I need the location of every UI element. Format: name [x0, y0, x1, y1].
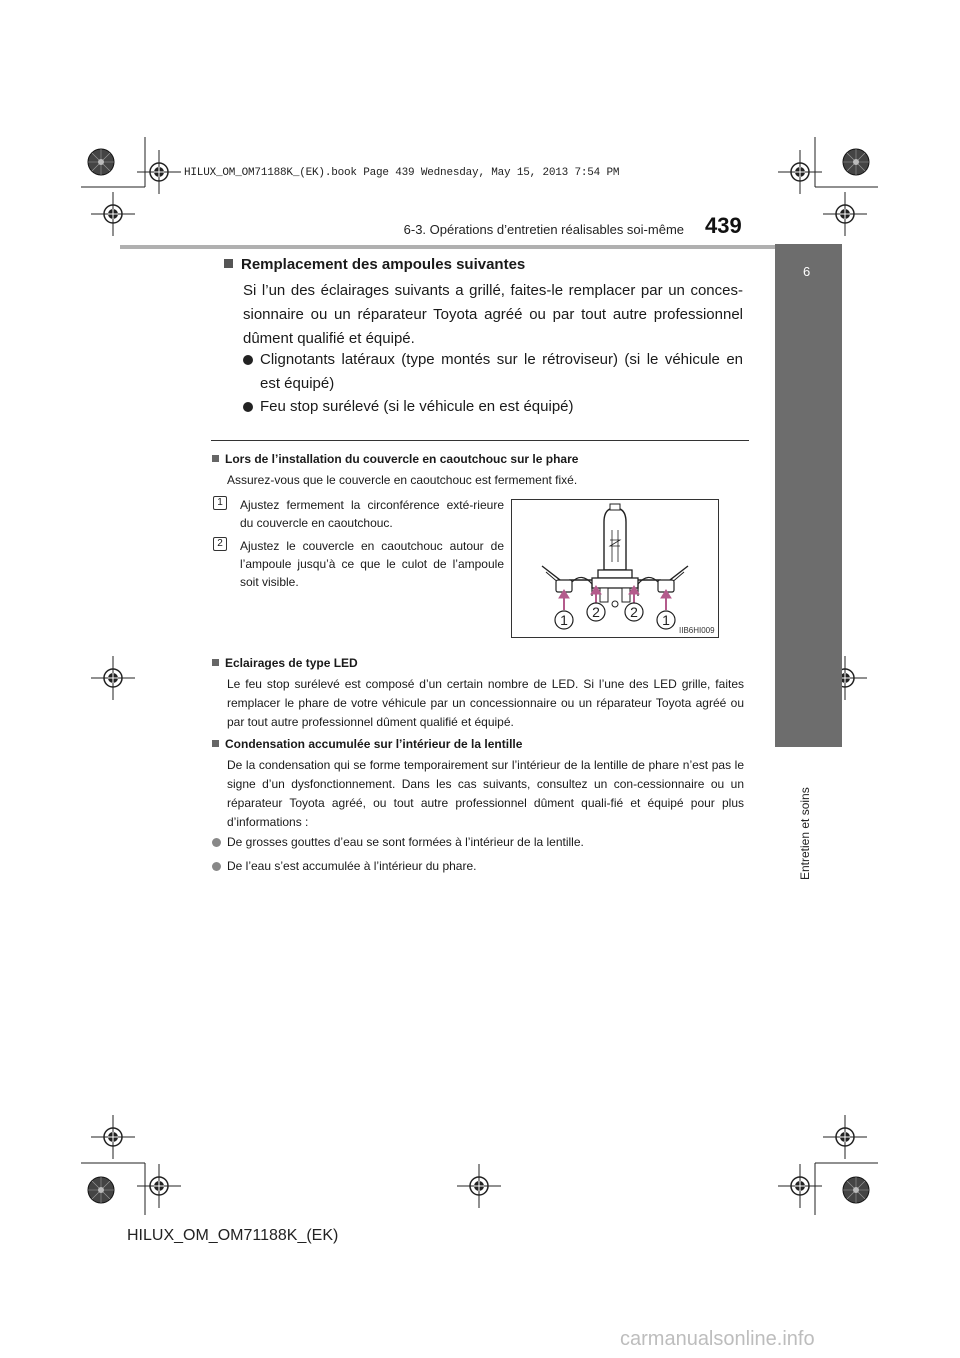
round-bullet-icon: [243, 355, 253, 365]
section-rule: [211, 440, 749, 441]
note-text: Le feu stop surélevé est composé d’un certain nombre de LED. Si l’une des LED grille, faites remplacer le phare de votre véhicule par un concessionnaire ou un réparateur Toyota agréé ou par tout autre professionnel dûment qualifié et équipé.: [227, 677, 744, 729]
note-heading-text: Lors de l’installation du couvercle en caoutchouc sur le phare: [225, 452, 579, 466]
step-number: 2: [213, 537, 227, 551]
figure-code: IIB6HI009: [679, 626, 715, 635]
section-header: 6-3. Opérations d’entretien réalisables soi-même: [403, 222, 684, 237]
square-bullet-icon: [224, 259, 233, 268]
watermark: carmanualsonline.info: [620, 1328, 815, 1350]
footer-code: HILUX_OM_OM71188K_(EK): [127, 1227, 339, 1244]
note-heading: [212, 452, 578, 466]
round-bullet-icon: [212, 838, 221, 847]
note-text: De la condensation qui se forme temporairement sur l’intérieur de la lentille de phare n’est pas le signe d’un dysfonctionnement. Dans les cas suivants, consultez un con-cessionnaire ou un réparateur Toyota agréé, ou tout autre professionnel dûment quali-fié et équipé pour plus d’informations :: [227, 758, 744, 829]
note-bullet: [212, 857, 742, 876]
figure-callout: 2: [592, 604, 600, 620]
figure-callout: 2: [630, 604, 638, 620]
note-bullet-text: De grosses gouttes d’eau se sont formées à l’intérieur de la lentille.: [227, 835, 584, 849]
main-heading-text: Remplacement des ampoules suivantes: [241, 256, 526, 273]
bulb-illustration: [512, 500, 718, 637]
square-bullet-icon: [212, 455, 219, 462]
note-bullet-text: De l’eau s’est accumulée à l’intérieur du phare.: [227, 859, 477, 873]
round-bullet-icon: [243, 402, 253, 412]
chapter-tab: [775, 244, 842, 747]
main-bullet-text: Clignotants latéraux (type montés sur le rétroviseur) (si le véhicule en est équipé): [260, 351, 743, 392]
note-heading: [212, 656, 358, 670]
figure-callout: 1: [662, 612, 670, 628]
note-heading: [212, 737, 522, 751]
book-stamp: HILUX_OM_OM71188K_(EK).book Page 439 Wednesday, May 15, 2013 7:54 PM: [184, 167, 620, 179]
header-rule: [120, 245, 840, 249]
chapter-label-text: Entretien et soins: [798, 787, 812, 880]
main-heading: [224, 256, 525, 273]
step-number: 1: [213, 496, 227, 510]
square-bullet-icon: [212, 740, 219, 747]
figure-callout: 1: [560, 612, 568, 628]
bulb-figure: [511, 499, 719, 638]
main-bullet: [243, 348, 743, 396]
main-bullet-text: Feu stop surélevé (si le véhicule en est équipé): [260, 398, 574, 415]
note-heading-text: Condensation accumulée sur l’intérieur de la lentille: [225, 737, 523, 751]
note-heading-text: Eclairages de type LED: [225, 656, 358, 670]
chapter-label: [798, 762, 818, 882]
page-number: 439: [705, 213, 742, 238]
note-bullet: [212, 833, 742, 852]
main-bullet: [243, 395, 743, 419]
step-text: Ajustez le couvercle en caoutchouc autour de l’ampoule jusqu’à ce que le culot de l’ampoule soit visible.: [240, 539, 504, 589]
step-text: Ajustez fermement la circonférence exté-rieure du couvercle en caoutchouc.: [240, 498, 504, 530]
round-bullet-icon: [212, 862, 221, 871]
chapter-number: 6: [803, 264, 811, 279]
note-text: Assurez-vous que le couvercle en caoutchouc est fermement fixé.: [227, 473, 578, 487]
main-paragraph: Si l’un des éclairages suivants a grillé, faites-le remplacer par un conces-sionnaire ou un réparateur Toyota agréé ou par tout autre professionnel dûment qualifié et équipé.: [243, 282, 743, 347]
square-bullet-icon: [212, 659, 219, 666]
